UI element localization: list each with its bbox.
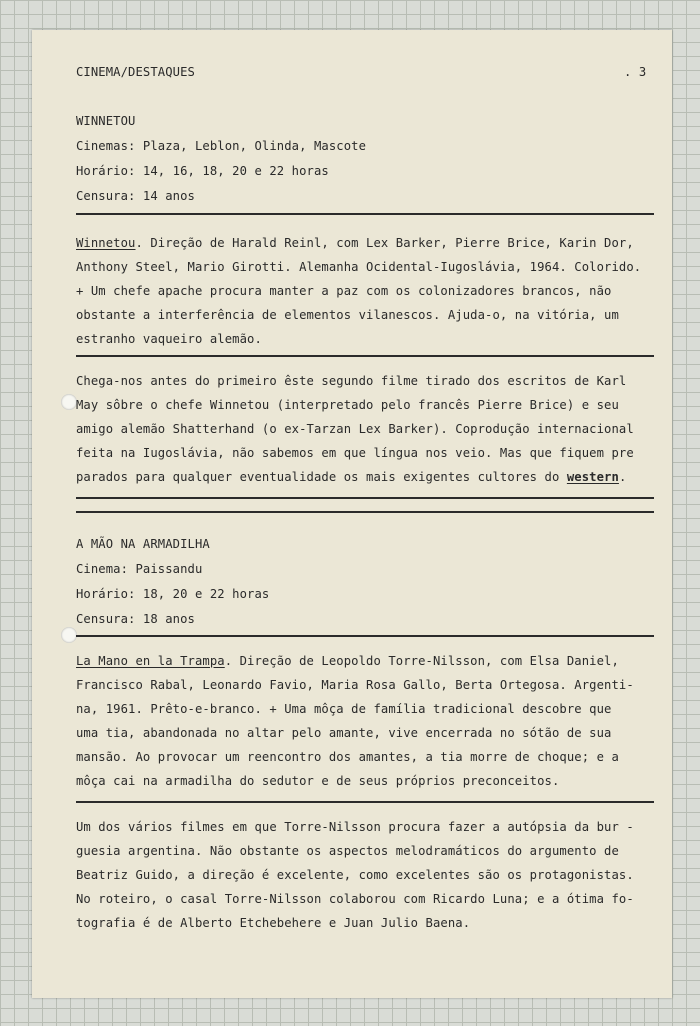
line-text: . Direção de Harald Reinl, com Lex Barker, Pierre Brice, Karin Dor, (135, 236, 634, 250)
text-line (76, 470, 626, 484)
line-text: parados para qualquer eventualidade os mais exigentes cultores do (76, 470, 567, 484)
film-rating: Censura: 14 anos (76, 189, 195, 203)
line-text: + Um chefe apache procura manter a paz com os colonizadores brancos, não (76, 284, 612, 298)
text-line (76, 446, 634, 460)
line-text: . Direção de Leopoldo Torre-Nilsson, com Elsa Daniel, (224, 654, 619, 668)
punch-hole (61, 394, 77, 410)
film-schedule: Horário: 18, 20 e 22 horas (76, 587, 270, 601)
film-title: WINNETOU (76, 114, 136, 128)
text-line (76, 654, 619, 668)
punch-hole (61, 627, 77, 643)
text-line (76, 284, 612, 298)
line-text: Um dos vários filmes em que Torre-Nilsson procura fazer a autópsia da bur - (76, 820, 634, 834)
film-rating: Censura: 18 anos (76, 612, 195, 626)
text-line (76, 236, 634, 250)
text-line (76, 398, 619, 412)
line-text: na, 1961. Prêto-e-branco. + Uma môça de família tradicional descobre que (76, 702, 612, 716)
line-text: môça cai na armadilha do sedutor e de seus próprios preconceitos. (76, 774, 560, 788)
film-title: A MÃO NA ARMADILHA (76, 537, 210, 551)
text-line (76, 332, 262, 346)
section-header: CINEMA/DESTAQUES (76, 65, 195, 79)
divider (76, 355, 654, 357)
underlined-word: western (566, 470, 619, 484)
text-line (76, 678, 634, 692)
text-line (76, 820, 634, 834)
page-number: . 3 (624, 65, 647, 79)
divider (76, 801, 654, 803)
line-text: Beatriz Guido, a direção é excelente, como excelentes são os protagonistas. (76, 868, 634, 882)
line-text: May sôbre o chefe Winnetou (interpretado pelo francês Pierre Brice) e seu (76, 398, 619, 412)
line-text: Chega-nos antes do primeiro êste segundo filme tirado dos escritos de Karl (76, 374, 627, 388)
text-line (76, 844, 619, 858)
line-text: Francisco Rabal, Leonardo Favio, Maria Rosa Gallo, Berta Ortegosa. Argenti- (76, 678, 634, 692)
text-line (76, 916, 470, 930)
text-line (76, 422, 634, 436)
film-cinemas: Cinema: Paissandu (76, 562, 203, 576)
divider (76, 497, 654, 499)
underlined-title: La Mano en la Trampa (76, 654, 225, 668)
text-line (76, 702, 612, 716)
line-text: mansão. Ao provocar um reencontro dos amantes, a tia morre de choque; e a (76, 750, 619, 764)
text-line (76, 750, 619, 764)
text-line (76, 726, 612, 740)
film-cinemas: Cinemas: Plaza, Leblon, Olinda, Mascote (76, 139, 367, 153)
line-text: guesia argentina. Não obstante os aspectos melodramáticos do argumento de (76, 844, 619, 858)
divider (76, 635, 654, 637)
text-line (76, 774, 559, 788)
line-text: No roteiro, o casal Torre-Nilsson colaborou com Ricardo Luna; e a ótima fo- (76, 892, 634, 906)
divider (76, 213, 654, 215)
underlined-title: Winnetou (76, 236, 136, 250)
line-text: uma tia, abandonada no altar pelo amante, vive encerrada no sótão de sua (76, 726, 612, 740)
text-line (76, 308, 619, 322)
line-text: . (618, 470, 627, 484)
line-text: obstante a interferência de elementos vilanescos. Ajuda-o, na vitória, um (76, 308, 619, 322)
text-line (76, 260, 641, 274)
line-text: estranho vaqueiro alemão. (76, 332, 262, 346)
line-text: feita na Iugoslávia, não sabemos em que língua nos veio. Mas que fiquem pre (76, 446, 634, 460)
divider (76, 511, 654, 513)
text-line (76, 868, 634, 882)
line-text: tografia é de Alberto Etchebehere e Juan Julio Baena. (76, 916, 471, 930)
text-line (76, 892, 634, 906)
line-text: Anthony Steel, Mario Girotti. Alemanha Ocidental-Iugoslávia, 1964. Colorido. (76, 260, 642, 274)
line-text: amigo alemão Shatterhand (o ex-Tarzan Lex Barker). Coprodução internacional (76, 422, 634, 436)
typewritten-page (32, 30, 672, 998)
text-line (76, 374, 626, 388)
film-schedule: Horário: 14, 16, 18, 20 e 22 horas (76, 164, 329, 178)
